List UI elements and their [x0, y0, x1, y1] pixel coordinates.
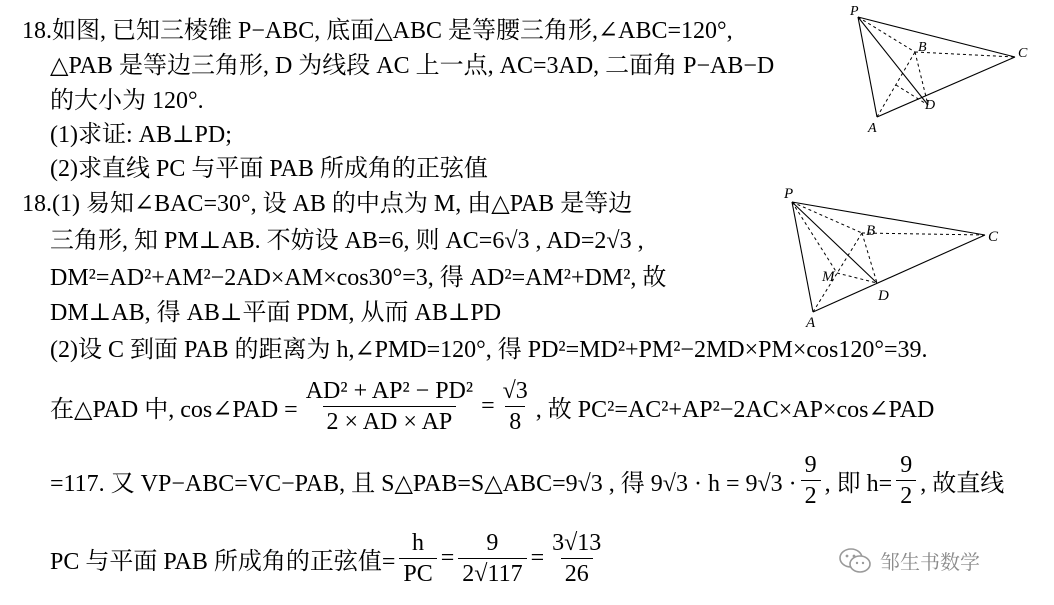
watermark-text: 邹生书数学: [880, 550, 980, 574]
line7-suffix: , 故直线: [920, 471, 1005, 497]
fraction-denominator: 2√117: [458, 558, 526, 589]
problem-line-2: △PAB 是等边三角形, D 为线段 AC 上一点, AC=3AD, 二面角 P−AB−D: [50, 53, 775, 79]
fig2-label-a: A: [806, 315, 816, 331]
solution-line-1: 18.(1) 易知∠BAC=30°, 设 AB 的中点为 M, 由△PAB 是等边: [22, 191, 633, 217]
fraction-h-over-pc: [399, 528, 436, 589]
solution-line-8: [50, 528, 609, 589]
fig1-label-d: D: [925, 98, 936, 113]
solution-line-4: DM⊥AB, 得 AB⊥平面 PDM, 从而 AB⊥PD: [50, 300, 502, 326]
fraction-9-over-2-b: [896, 450, 916, 511]
problem-line-1: 18.如图, 已知三棱锥 P−ABC, 底面△ABC 是等腰三角形,∠ABC=120°,: [22, 18, 733, 44]
fig1-label-c: C: [1018, 46, 1028, 61]
line6-prefix: 在△PAD 中, cos∠PAD =: [50, 397, 298, 423]
fraction-numerator: 3√13: [552, 530, 602, 556]
fraction-numerator: 9: [804, 452, 817, 478]
tetrahedron-figure-1: [850, 5, 1030, 135]
fraction-numerator: h: [412, 530, 425, 556]
fig1-label-b: B: [918, 40, 927, 55]
line6-suffix: , 故 PC²=AC²+AP²−2AC×AP×cos∠PAD: [535, 397, 935, 423]
fig2-label-d: D: [878, 288, 889, 304]
solution-line-5: (2)设 C 到面 PAB 的距离为 h,∠PMD=120°, 得 PD²=MD²+PM²−2MD×PM×cos120°=39.: [50, 337, 928, 363]
fraction-denominator: 26: [561, 558, 593, 589]
equals-sign: =: [481, 393, 495, 419]
fraction-denominator: 2: [801, 480, 821, 511]
solution-line-7: [50, 450, 1004, 511]
line7-prefix: =117. 又 VP−ABC=VC−PAB, 且 S△PAB=S△ABC=9√3 , 得 9√3 · h = 9√3 ·: [50, 471, 797, 497]
fraction-numerator: 9: [486, 530, 499, 556]
question-2: (2)求直线 PC 与平面 PAB 所成角的正弦值: [50, 156, 488, 182]
fraction-9-over-2sqrt117: [458, 528, 526, 589]
equals-sign: =: [530, 545, 545, 571]
watermark: [838, 546, 980, 575]
problem-line-3: 的大小为 120°.: [50, 88, 204, 114]
fraction-numerator: √3: [502, 378, 528, 404]
equals-sign: =: [440, 545, 455, 571]
fig2-label-c: C: [988, 229, 999, 245]
fraction-9-over-2-a: [801, 450, 821, 511]
tetrahedron-figure-2: [780, 185, 1010, 331]
wechat-icon: [838, 547, 872, 575]
line8-prefix: PC 与平面 PAB 所成角的正弦值=: [50, 549, 396, 575]
fraction-denominator: 2: [896, 480, 916, 511]
solution-line-2: 三角形, 知 PM⊥AB. 不妨设 AB=6, 则 AC=6√3 , AD=2√3 ,: [50, 228, 644, 254]
fraction-cos-pad: [302, 376, 477, 437]
fraction-numerator: AD² + AP² − PD²: [305, 378, 474, 404]
question-1: (1)求证: AB⊥PD;: [50, 122, 232, 148]
fig2-label-b: B: [866, 223, 876, 239]
solution-line-6: [50, 376, 934, 437]
fig1-label-a: A: [868, 121, 877, 136]
fraction-answer: [548, 528, 605, 589]
fig2-label-m: M: [822, 269, 835, 285]
line7-middle: , 即 h=: [824, 471, 893, 497]
fig2-label-p: P: [784, 186, 794, 202]
fig1-label-p: P: [850, 4, 859, 19]
fraction-sqrt3-over-8: [499, 376, 532, 437]
fraction-numerator: 9: [900, 452, 913, 478]
solution-line-3: DM²=AD²+AM²−2AD×AM×cos30°=3, 得 AD²=AM²+DM², 故: [50, 265, 667, 291]
fraction-denominator: 2 × AD × AP: [323, 406, 457, 437]
fraction-denominator: 8: [505, 406, 525, 437]
fraction-denominator: PC: [399, 558, 436, 589]
